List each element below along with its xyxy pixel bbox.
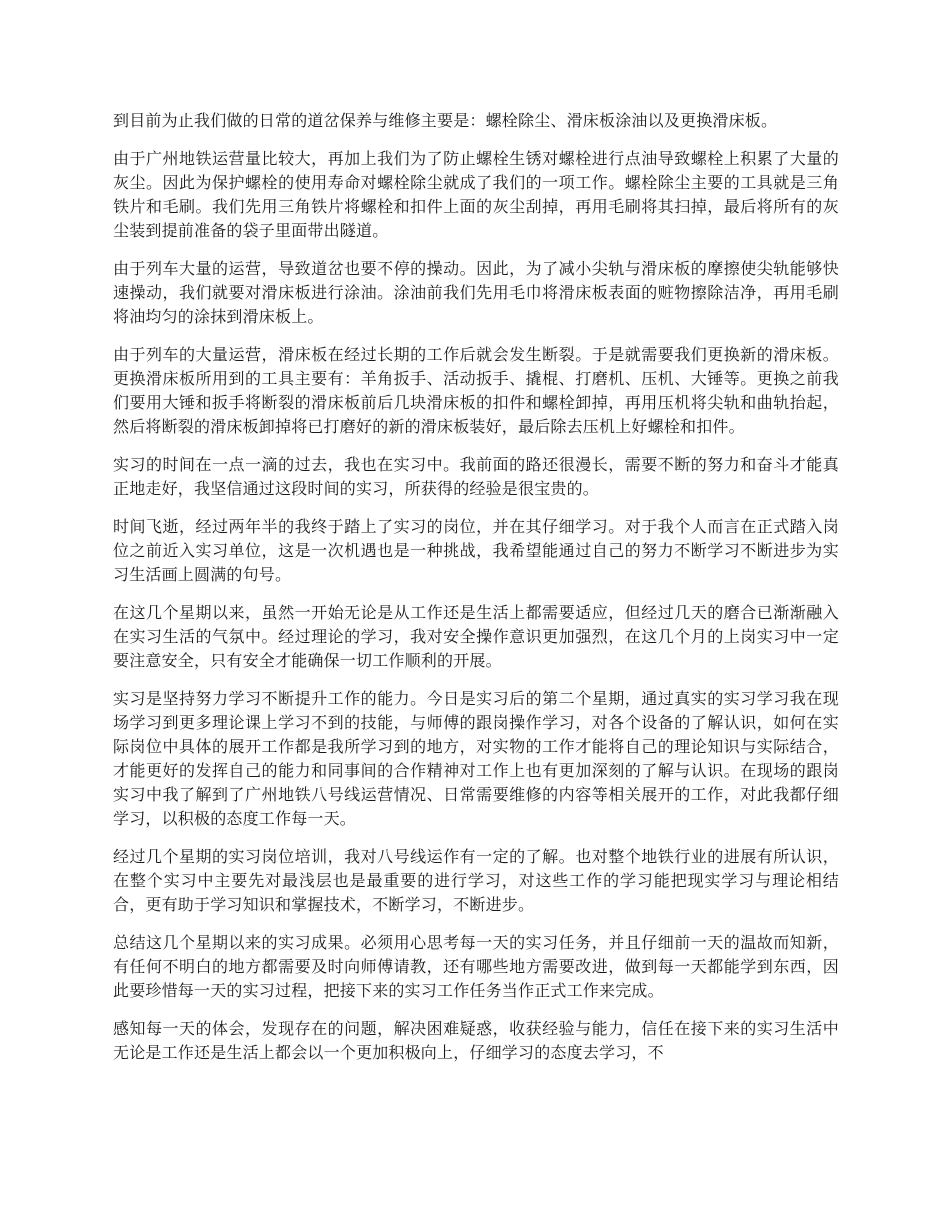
paragraph-3: 由于列车大量的运营，导致道岔也要不停的操动。因此，为了减小尖轨与滑床板的摩擦使尖轨能够快速操动，我们就要对滑床板进行涂油。涂油前我们先用毛巾将滑床板表面的赃物擦除洁净，再用毛刷将油均匀的涂抹到滑床板上。 — [113, 259, 839, 326]
paragraph-6: 时间飞逝，经过两年半的我终于踏上了实习的岗位，并在其仔细学习。对于我个人而言在正式踏入岗位之前近入实习单位，这是一次机遇也是一种挑战，我希望能通过自己的努力不断学习不断进步为实习生活画上圆满的句号。 — [113, 517, 839, 584]
paragraph-11: 感知每一天的体会，发现存在的问题，解决困难疑惑，收获经验与能力，信任在接下来的实习生活中无论是工作还是生活上都会以一个更加积极向上，仔细学习的态度去学习，不 — [113, 1019, 839, 1062]
paragraph-9: 经过几个星期的实习岗位培训，我对八号线运作有一定的了解。也对整个地铁行业的进展有所认识，在整个实习中主要先对最浅层也是最重要的进行学习，对这些工作的学习能把现实学习与理论相结合，更有助于学习知识和掌握技术，不断学习，不断进步。 — [113, 847, 839, 914]
document-page — [113, 109, 839, 1079]
paragraph-8: 实习是坚持努力学习不断提升工作的能力。今日是实习后的第二个星期，通过真实的实习学习我在现场学习到更多理论课上学习不到的技能，与师傅的跟岗操作学习，对各个设备的了解认识，如何在实际岗位中具体的展开工作都是我所学习到的地方，对实物的工作才能将自己的理论知识与实际结合，才能更好的发挥自己的能力和同事间的合作精神对工作上也有更加深刻的了解与认识。在现场的跟岗实习中我了解到了广州地铁八号线运营情况、日常需要维修的内容等相关展开的工作，对此我都仔细学习，以积极的态度工作每一天。 — [113, 689, 839, 828]
paragraph-7: 在这几个星期以来，虽然一开始无论是从工作还是生活上都需要适应，但经过几天的磨合已渐渐融入在实习生活的气氛中。经过理论的学习，我对安全操作意识更加强烈，在这几个月的上岗实习中一定要注意安全，只有安全才能确保一切工作顺利的开展。 — [113, 603, 839, 670]
paragraph-1: 到目前为止我们做的日常的道岔保养与维修主要是：螺栓除尘、滑床板涂油以及更换滑床板。 — [113, 111, 778, 130]
paragraph-5: 实习的时间在一点一滴的过去，我也在实习中。我前面的路还很漫长，需要不断的努力和奋斗才能真正地走好，我坚信通过这段时间的实习，所获得的经验是很宝贵的。 — [113, 455, 839, 498]
paragraph-4: 由于列车的大量运营，滑床板在经过长期的工作后就会发生断裂。于是就需要我们更换新的滑床板。更换滑床板所用到的工具主要有：羊角扳手、活动扳手、撬棍、打磨机、压机、大锤等。更换之前我们要用大锤和扳手将断裂的滑床板前后几块滑床板的扣件和螺栓卸掉，再用压机将尖轨和曲轨抬起，然后将断裂的滑床板卸掉将已打磨好的新的滑床板装好，最后除去压机上好螺栓和扣件。 — [113, 345, 839, 436]
paragraph-2: 由于广州地铁运营量比较大，再加上我们为了防止螺栓生锈对螺栓进行点油导致螺栓上积累了大量的灰尘。因此为保护螺栓的使用寿命对螺栓除尘就成了我们的一项工作。螺栓除尘主要的工具就是三角铁片和毛刷。我们先用三角铁片将螺栓和扣件上面的灰尘刮掉，再用毛刷将其扫掉，最后将所有的灰尘装到提前准备的袋子里面带出隧道。 — [113, 149, 839, 240]
paragraph-10: 总结这几个星期以来的实习成果。必须用心思考每一天的实习任务，并且仔细前一天的温故而知新，有任何不明白的地方都需要及时向师傅请教，还有哪些地方需要改进，做到每一天都能学到东西，因此要珍惜每一天的实习过程，把接下来的实习工作任务当作正式工作来完成。 — [113, 933, 839, 1000]
